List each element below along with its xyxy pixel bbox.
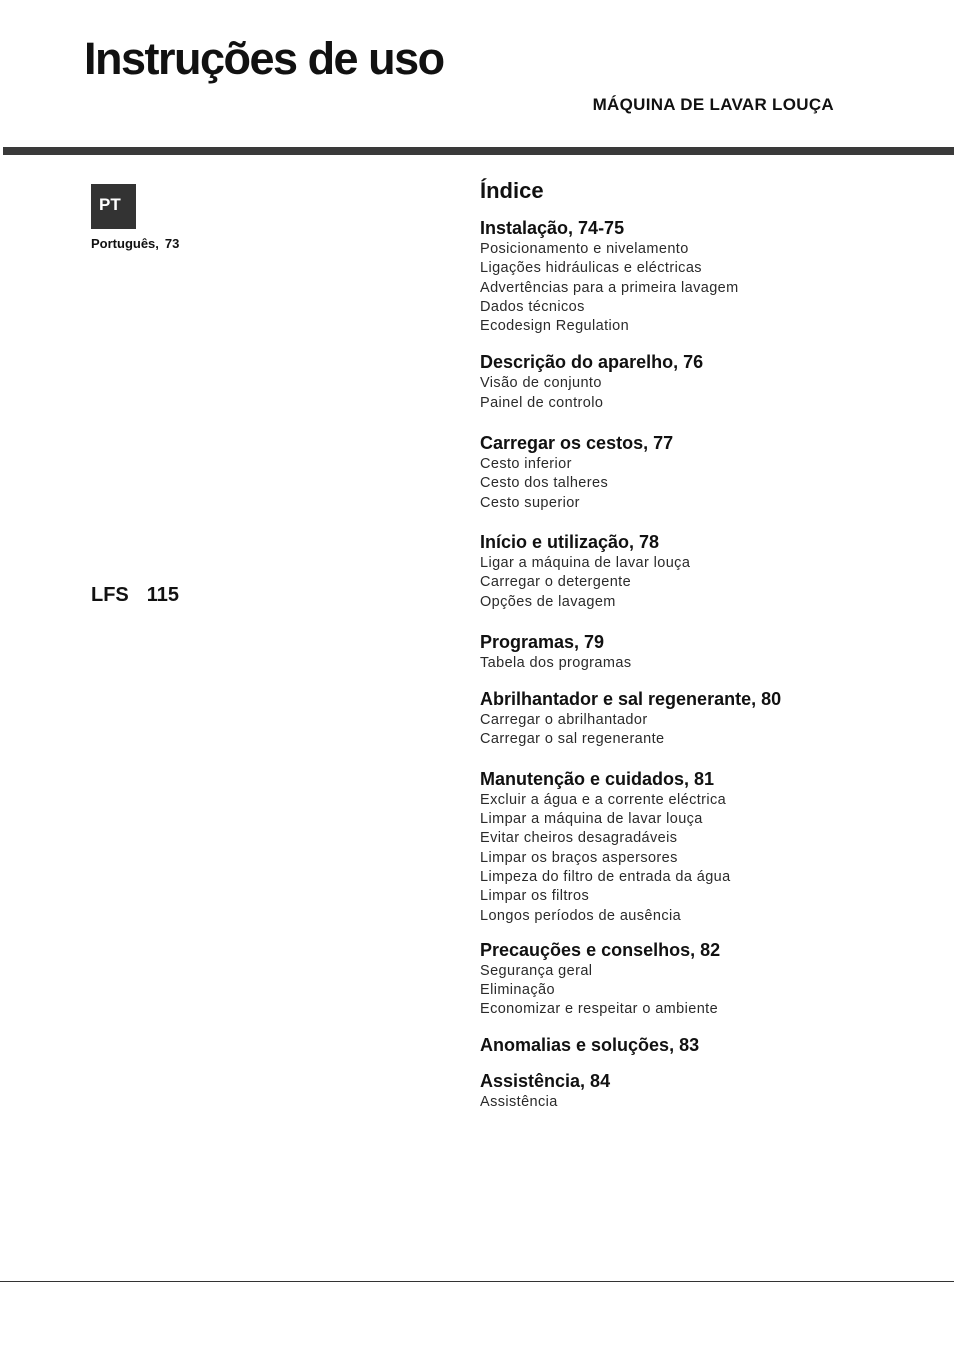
model-code: 115 <box>146 584 180 606</box>
toc-section <box>480 688 930 750</box>
toc-section-title[interactable]: Anomalias e soluções, 83 <box>480 1034 700 1055</box>
language-page-number: 73 <box>164 236 180 251</box>
toc-item[interactable]: Cesto dos talheres <box>480 475 609 492</box>
toc-item[interactable]: Dados técnicos <box>480 298 585 315</box>
toc-item[interactable]: Ligar a máquina de lavar louça <box>480 554 691 571</box>
toc-item[interactable]: Carregar o sal regenerante <box>480 731 665 748</box>
toc-item-list <box>480 962 930 1020</box>
toc-sections <box>480 217 930 1112</box>
toc-item[interactable]: Limpar os filtros <box>480 888 590 905</box>
toc-item-list <box>480 711 930 750</box>
page-title: Instruções de uso <box>84 33 444 84</box>
toc-item[interactable]: Limpeza do filtro de entrada da água <box>480 868 731 885</box>
toc-item-list <box>480 240 930 336</box>
toc-section-title[interactable]: Carregar os cestos, 77 <box>480 433 674 454</box>
toc-item[interactable]: Opções de lavagem <box>480 593 616 610</box>
table-of-contents <box>480 178 930 1112</box>
toc-section <box>480 768 930 926</box>
toc-section <box>480 1034 930 1057</box>
toc-item[interactable]: Economizar e respeitar o ambiente <box>480 1001 719 1018</box>
toc-section <box>480 432 930 513</box>
toc-section-title[interactable]: Assistência, 84 <box>480 1070 611 1091</box>
language-badge: PT <box>91 184 136 229</box>
toc-item[interactable]: Limpar os braços aspersores <box>480 849 678 866</box>
toc-item[interactable]: Cesto superior <box>480 494 580 511</box>
toc-section-title[interactable]: Descrição do aparelho, 76 <box>480 352 704 373</box>
toc-item[interactable]: Evitar cheiros desagradáveis <box>480 830 678 847</box>
toc-item[interactable]: Carregar o detergente <box>480 574 632 591</box>
toc-item-list <box>480 1093 930 1112</box>
toc-item[interactable]: Painel de controlo <box>480 394 604 411</box>
toc-section <box>480 351 930 413</box>
toc-item[interactable]: Segurança geral <box>480 962 593 979</box>
model-prefix: LFS <box>91 584 129 606</box>
toc-item[interactable]: Assistência <box>480 1093 558 1110</box>
toc-item[interactable]: Eliminação <box>480 982 555 999</box>
toc-item[interactable]: Ligações hidráulicas e eléctricas <box>480 260 702 277</box>
toc-item-list <box>480 791 930 926</box>
toc-item[interactable]: Limpar a máquina de lavar louça <box>480 811 703 828</box>
toc-section-title[interactable]: Início e utilização, 78 <box>480 531 660 552</box>
toc-item[interactable]: Visão de conjunto <box>480 375 602 392</box>
toc-section <box>480 1070 930 1112</box>
toc-section <box>480 217 930 336</box>
toc-section-title[interactable]: Abrilhantador e sal regenerante, 80 <box>480 689 782 710</box>
header-divider <box>3 147 954 155</box>
toc-section-title[interactable]: Instalação, 74-75 <box>480 218 625 238</box>
toc-item[interactable]: Posicionamento e nivelamento <box>480 241 689 257</box>
toc-section-title[interactable]: Precauções e conselhos, 82 <box>480 939 721 960</box>
toc-item[interactable]: Ecodesign Regulation <box>480 318 630 335</box>
language-entry[interactable] <box>91 236 179 252</box>
toc-item[interactable]: Excluir a água e a corrente eléctrica <box>480 791 727 808</box>
toc-item[interactable]: Carregar o abrilhantador <box>480 712 648 729</box>
footer-divider <box>0 1281 954 1282</box>
toc-section <box>480 631 930 673</box>
toc-item-list <box>480 554 930 612</box>
toc-item[interactable]: Cesto inferior <box>480 456 572 473</box>
toc-item-list <box>480 374 930 413</box>
toc-item[interactable]: Advertências para a primeira lavagem <box>480 279 739 296</box>
model-number <box>91 583 179 607</box>
language-name: Português, <box>91 236 159 251</box>
toc-section <box>480 531 930 612</box>
toc-item-list <box>480 455 930 513</box>
toc-section-title[interactable]: Programas, 79 <box>480 631 605 652</box>
toc-item[interactable]: Longos períodos de ausência <box>480 907 682 924</box>
toc-item-list <box>480 654 930 673</box>
toc-section-title[interactable]: Manutenção e cuidados, 81 <box>480 768 715 789</box>
toc-heading: Índice <box>480 178 544 203</box>
toc-item[interactable]: Tabela dos programas <box>480 654 632 671</box>
product-type-label: MÁQUINA DE LAVAR LOUÇA <box>592 95 834 114</box>
toc-section <box>480 939 930 1020</box>
